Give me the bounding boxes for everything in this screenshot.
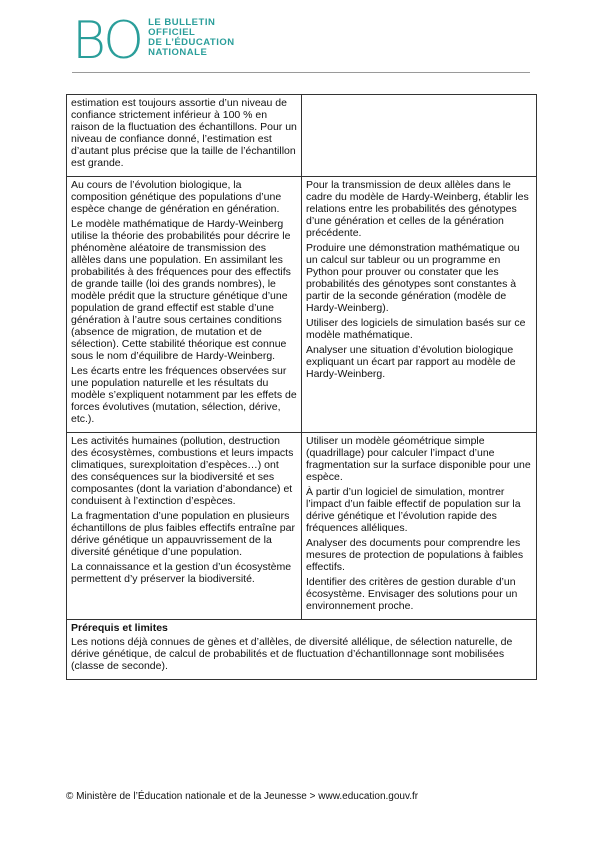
cell-paragraph: Les écarts entre les fréquences observées sur une population naturelle et les résultats du modèle s’expliquent notamment par les effets de forces évolutives (mutation, sélection, dérive, etc.). xyxy=(71,365,297,425)
table-row xyxy=(67,620,537,680)
cell-paragraph: Utiliser des logiciels de simulation basés sur ce modèle mathématique. xyxy=(306,317,526,341)
cell-paragraph: Analyser des documents pour comprendre les mesures de protection de populations à faibles effectifs. xyxy=(306,537,524,573)
bo-logo-line: OFFICIEL xyxy=(148,27,196,38)
knowledge-cell xyxy=(67,95,302,177)
cell-paragraph: Les activités humaines (pollution, destruction des écosystèmes, combustions et leurs impacts climatiques, surexploitation d’espèces…) ont des conséquences sur la biodiversité et ses composantes (dont la variation d’abondance) et conduisent à l’extinction d’espèces. xyxy=(71,435,294,507)
bo-logo-text xyxy=(148,18,235,58)
page-footer: © Ministère de l’Éducation nationale et de la Jeunesse > www.education.gouv.fr xyxy=(66,791,419,802)
bo-logo-line: DE L’ÉDUCATION xyxy=(148,37,235,48)
skills-cell xyxy=(302,433,537,620)
cell-paragraph: La fragmentation d’une population en plusieurs échantillons de plus faibles effectifs entraîne par dérive génétique un appauvrissement de la diversité génétique d’une population. xyxy=(71,510,295,558)
table-row xyxy=(67,95,537,177)
cell-paragraph: Utiliser un modèle géométrique simple (quadrillage) pour calculer l’impact d’une fragmentation sur la surface disponible pour une espèce. xyxy=(306,435,531,483)
bo-logo-mark: BO xyxy=(72,11,143,71)
bo-logo-line: NATIONALE xyxy=(148,47,208,58)
skills-cell xyxy=(302,95,537,177)
cell-paragraph: Analyser une situation d’évolution biologique expliquant un écart par rapport au modèle de Hardy-Weinberg. xyxy=(306,344,516,380)
table-row xyxy=(67,177,537,433)
cell-paragraph: Produire une démonstration mathématique ou un calcul sur tableur ou un programme en Python pour prouver ou constater que les probabilités des génotypes sont constantes à partir de la seconde génération (modèle de Hardy-Weinberg). xyxy=(306,242,520,314)
header-divider xyxy=(72,72,530,73)
bo-logo xyxy=(72,11,235,71)
prerequis-cell xyxy=(67,620,537,680)
cell-paragraph: Au cours de l’évolution biologique, la composition génétique des populations d’une espèce change de génération en génération. xyxy=(71,179,282,215)
cell-paragraph: estimation est toujours assortie d’un niveau de confiance strictement inférieur à 100 % en raison de la fluctuation des échantillons. Pour un niveau de confiance donné, l’estimation est d’autant plus précise que la taille de l’échantillon est grande. xyxy=(71,97,297,169)
programme-table xyxy=(66,94,537,680)
cell-paragraph: La connaissance et la gestion d’un écosystème permettent d’y préserver la biodiversité. xyxy=(71,561,292,585)
cell-paragraph: À partir d’un logiciel de simulation, montrer l’impact d’un faible effectif de population sur la dérive génétique et l’évolution rapide des fréquences alléliques. xyxy=(306,486,521,534)
knowledge-cell xyxy=(67,433,302,620)
cell-paragraph: Pour la transmission de deux allèles dans le cadre du modèle de Hardy-Weinberg, établir les relations entre les probabilités des génotypes d’une génération et celles de la génération précédente. xyxy=(306,179,529,239)
prerequis-text: Les notions déjà connues de gènes et d’allèles, de diversité allélique, de sélection naturelle, de dérive génétique, de calcul de probabilités et de fluctuation d’échantillonnage sont mobilisées (classe de seconde). xyxy=(71,636,513,672)
bo-logo-line: LE BULLETIN xyxy=(148,17,216,28)
cell-paragraph: Le modèle mathématique de Hardy-Weinberg utilise la théorie des probabilités pour décrire le phénomène aléatoire de transmission des allèles dans une population. En assimilant les probabilités à des fréquences pour des effectifs de grande taille (loi des grands nombres), le modèle prédit que la structure génétique d’une population de grand effectif est stable d’une génération à l’autre sous certaines conditions (absence de migration, de mutation et de sélection). Cette stabilité théorique est connue sous le nom d’équilibre de Hardy-Weinberg. xyxy=(71,218,291,362)
table-row xyxy=(67,433,537,620)
prerequis-title: Prérequis et limites xyxy=(71,622,168,634)
cell-paragraph: Identifier des critères de gestion durable d’un écosystème. Envisager des solutions pour un environnement proche. xyxy=(306,576,518,612)
knowledge-cell xyxy=(67,177,302,433)
skills-cell xyxy=(302,177,537,433)
